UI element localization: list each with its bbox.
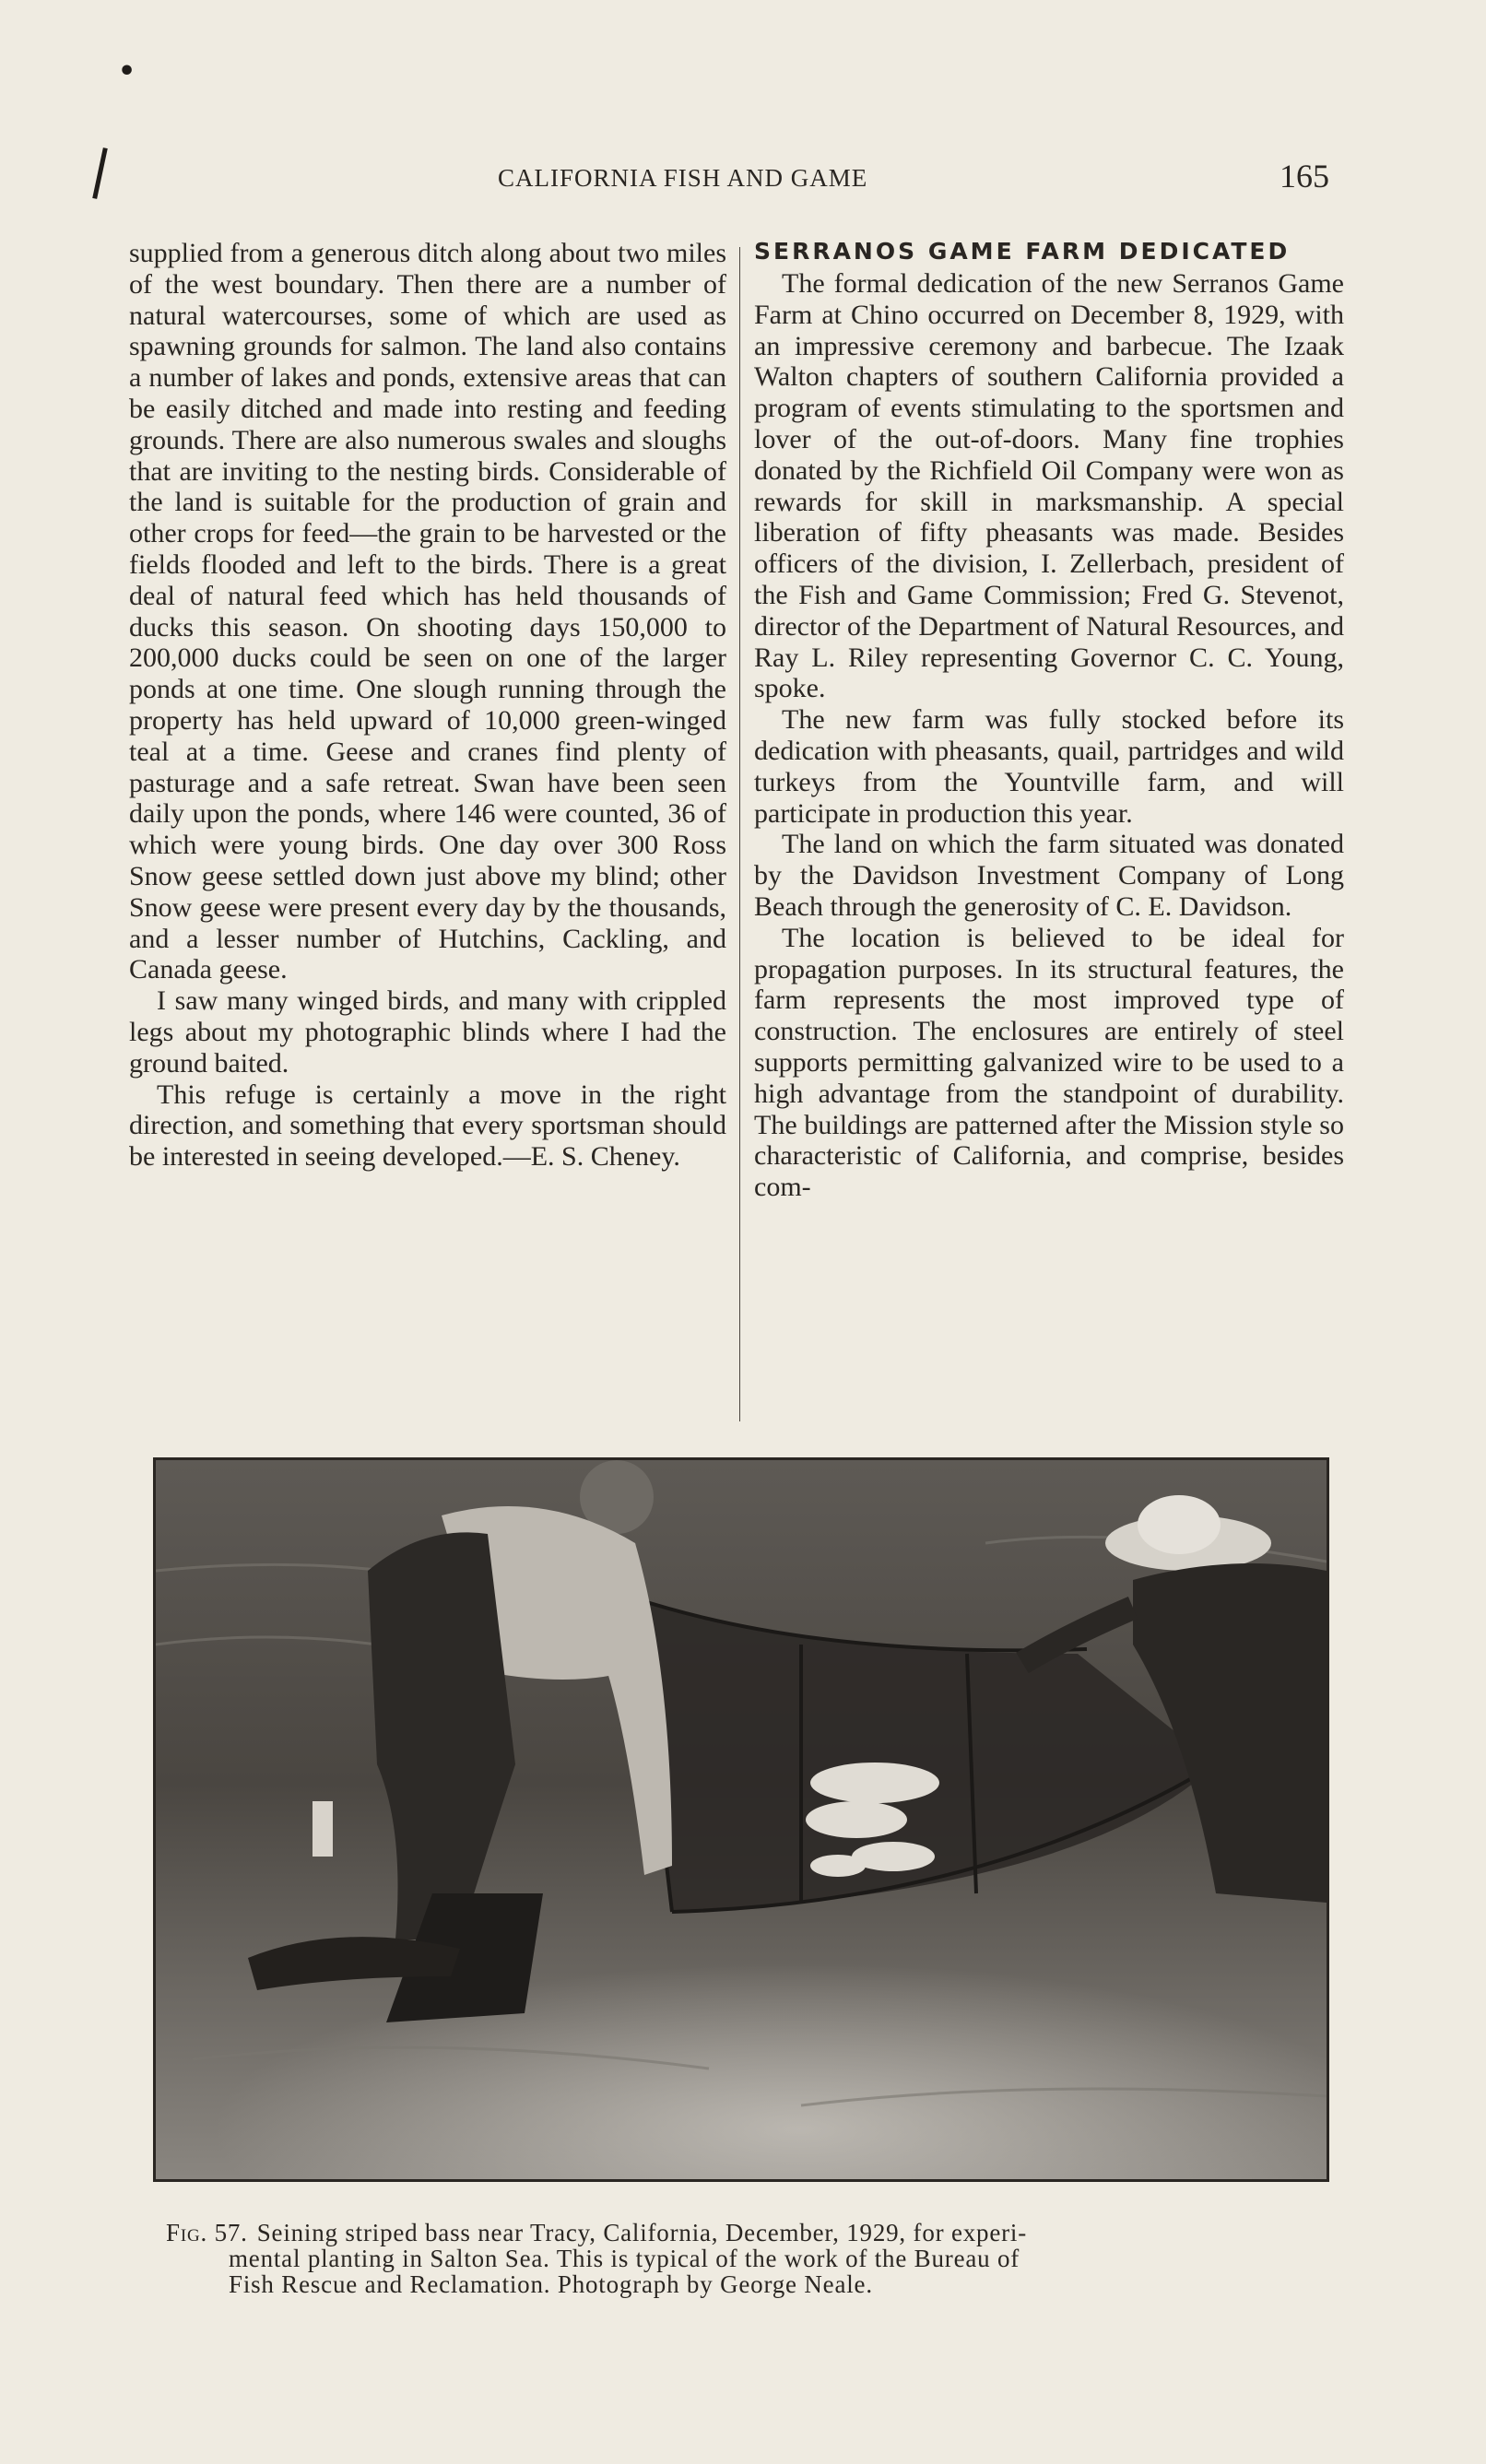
margin-mark-dot: • xyxy=(118,55,136,88)
left-paragraph-1: supplied from a generous ditch along about two miles of the west boundary. Then there are a number of natural watercourses, some of which are used as spawning grounds for salmon. The land also contains a number of lakes and ponds, extensive areas that can be easily ditched and made into resting and feeding grounds. There are also numerous swales and sloughs that are inviting to the nesting birds. Considerable of the land is suitable for the production of grain and other crops for feed—the grain to be harvested or the fields flooded and left to the birds. There is a great deal of natural feed which has held thousands of ducks this season. On shooting days 150,000 to 200,000 ducks could be seen on one of the larger ponds at one time. One slough running through the property has held upward of 10,000 green-winged teal at a time. Geese and cranes find plenty of pasturage and a safe retreat. Swan have been seen daily upon the ponds, where 146 were counted, 36 of which were young birds. One day over 300 Ross Snow geese settled down just above my blind; other Snow geese were present every day by the thousands, and a lesser number of Hutchins, Cackling, and Canada geese. xyxy=(129,238,726,985)
figure-label: Fig. 57. xyxy=(166,2219,248,2246)
section-heading: SERRANOS GAME FARM DEDICATED xyxy=(754,238,1291,265)
left-paragraph-2: I saw many winged birds, and many with crippled legs about my photographic blinds where I had the ground baited. xyxy=(129,985,726,1079)
left-column xyxy=(129,238,726,1173)
seining-photo-illustration xyxy=(156,1460,1327,2179)
column-divider xyxy=(739,247,740,1421)
caption-text-1: Seining striped bass near Tracy, California, December, 1929, for experi- xyxy=(256,2219,1028,2246)
margin-mark-stroke xyxy=(92,147,108,199)
caption-line-2: mental planting in Salton Sea. This is typical of the work of the Bureau of xyxy=(229,2245,1020,2272)
left-paragraph-3: This refuge is certainly a move in the right direction, and something that every sportsman should be interested in seeing developed.—E. S. Cheney. xyxy=(129,1079,726,1173)
right-paragraph-3: The land on which the farm situated was donated by the Davidson Investment Company of Long Beach through the generosity of C. E. Davidson. xyxy=(754,829,1344,922)
right-column xyxy=(754,238,1344,1203)
figure-caption xyxy=(166,2220,1335,2297)
running-head: CALIFORNIA FISH AND GAME xyxy=(498,164,868,192)
figure-photograph xyxy=(153,1457,1329,2182)
caption-line-1 xyxy=(166,2220,1335,2246)
right-paragraph-2: The new farm was fully stocked before its dedication with pheasants, quail, partridges and wild turkeys from the Yountville farm, and will participate in production this year. xyxy=(754,704,1344,829)
caption-line-3: Fish Rescue and Reclamation. Photograph by George Neale. xyxy=(229,2270,873,2298)
right-paragraph-4: The location is believed to be ideal for propagation purposes. In its structural features, the farm represents the most improved type of construction. The enclosures are entirely of steel supports permitting galvanized wire to be used to a high advantage from the standpoint of durability. The buildings are patterned after the Mission style so characteristic of California, and comprise, besides com- xyxy=(754,922,1344,1203)
page-number: 165 xyxy=(1280,158,1329,195)
right-paragraph-1: The formal dedication of the new Serranos Game Farm at Chino occurred on December 8, 1929, with an impressive ceremony and barbecue. The Izaak Walton chapters of southern California provided a program of events stimulating to the sportsmen and lover of the out-of-doors. Many fine trophies donated by the Richfield Oil Company were won as rewards for skill in marksmanship. A special liberation of fifty pheasants was made. Besides officers of the division, I. Zellerbach, president of the Fish and Game Commission; Fred G. Stevenot, director of the Department of Natural Resources, and Ray L. Riley representing Governor C. C. Young, spoke. xyxy=(754,268,1344,704)
